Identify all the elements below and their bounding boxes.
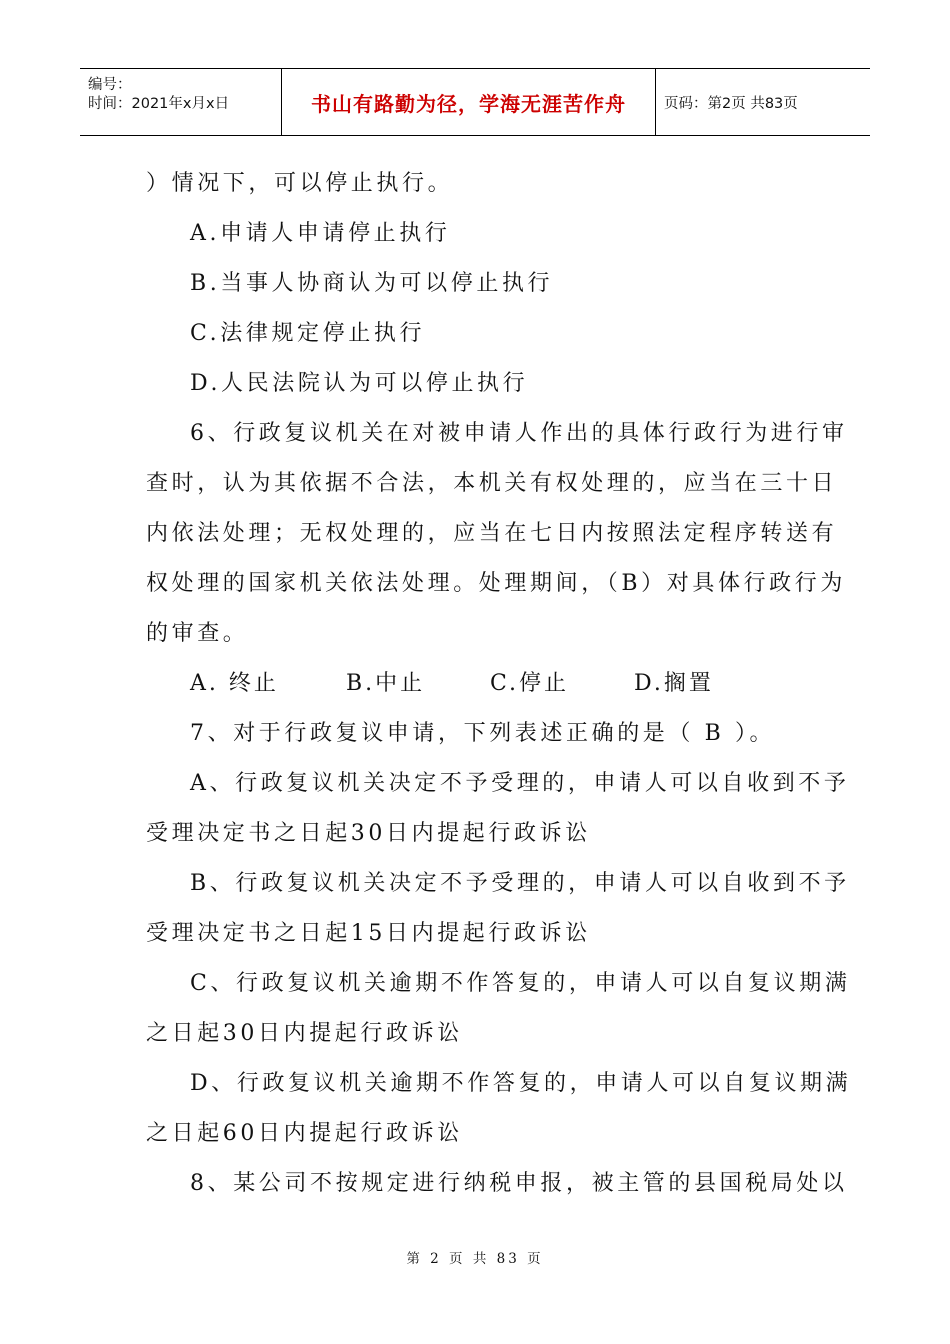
page-header	[80, 68, 870, 136]
header-motto-cell	[282, 69, 656, 135]
text-line: ）情况下，可以停止执行。	[146, 171, 454, 196]
header-number-label: 编号：	[88, 77, 132, 93]
question-7-line: 7、对于行政复议申请，下列表述正确的是（ B ）。	[190, 721, 776, 746]
q7-option-c-line: C、行政复议机关逾期不作答复的，申请人可以自复议期满	[190, 971, 851, 996]
header-page-cell	[656, 69, 870, 135]
question-6-line: 6、行政复议机关在对被申请人作出的具体行政行为进行审	[190, 421, 848, 446]
q7-option-b-line: B、行政复议机关决定不予受理的，申请人可以自收到不予	[190, 871, 850, 896]
text-line: 权处理的国家机关依法处理。处理期间，（B）对具体行政行为	[146, 571, 846, 596]
q7-option-a-line: A、行政复议机关决定不予受理的，申请人可以自收到不予	[190, 771, 850, 796]
text-line: 内依法处理；无权处理的，应当在七日内按照法定程序转送有	[146, 521, 838, 546]
option-c-line: C.法律规定停止执行	[190, 321, 426, 346]
q7-option-d-line: D、行政复议机关逾期不作答复的，申请人可以自复议期满	[190, 1071, 852, 1096]
q6-option-b: B.中止	[346, 671, 426, 696]
q6-option-d: D.搁置	[634, 671, 714, 696]
header-page-info: 页码：第2页 共83页	[664, 95, 798, 112]
option-d-line: D.人民法院认为可以停止执行	[190, 371, 529, 396]
header-time-label: 时间：2021年x月x日	[88, 96, 230, 112]
text-line: 之日起60日内提起行政诉讼	[146, 1121, 463, 1146]
q6-option-a: A. 终止	[190, 671, 279, 696]
page-footer: 第 2 页 共 83 页	[406, 1251, 544, 1267]
question-8-line: 8、某公司不按规定进行纳税申报，被主管的县国税局处以	[190, 1171, 848, 1196]
header-motto: 书山有路勤为径，学海无涯苦作舟	[311, 91, 626, 116]
text-line: 受理决定书之日起15日内提起行政诉讼	[146, 921, 591, 946]
header-meta-cell	[80, 69, 282, 135]
text-line: 的审查。	[146, 621, 249, 646]
question-6-options	[190, 670, 750, 698]
text-line: 受理决定书之日起30日内提起行政诉讼	[146, 821, 591, 846]
option-a-line: A.申请人申请停止执行	[190, 221, 451, 246]
text-line: 查时，认为其依据不合法，本机关有权处理的，应当在三十日	[146, 471, 838, 496]
q6-option-c: C.停止	[490, 671, 570, 696]
option-b-line: B.当事人协商认为可以停止执行	[190, 271, 554, 296]
text-line: 之日起30日内提起行政诉讼	[146, 1021, 463, 1046]
